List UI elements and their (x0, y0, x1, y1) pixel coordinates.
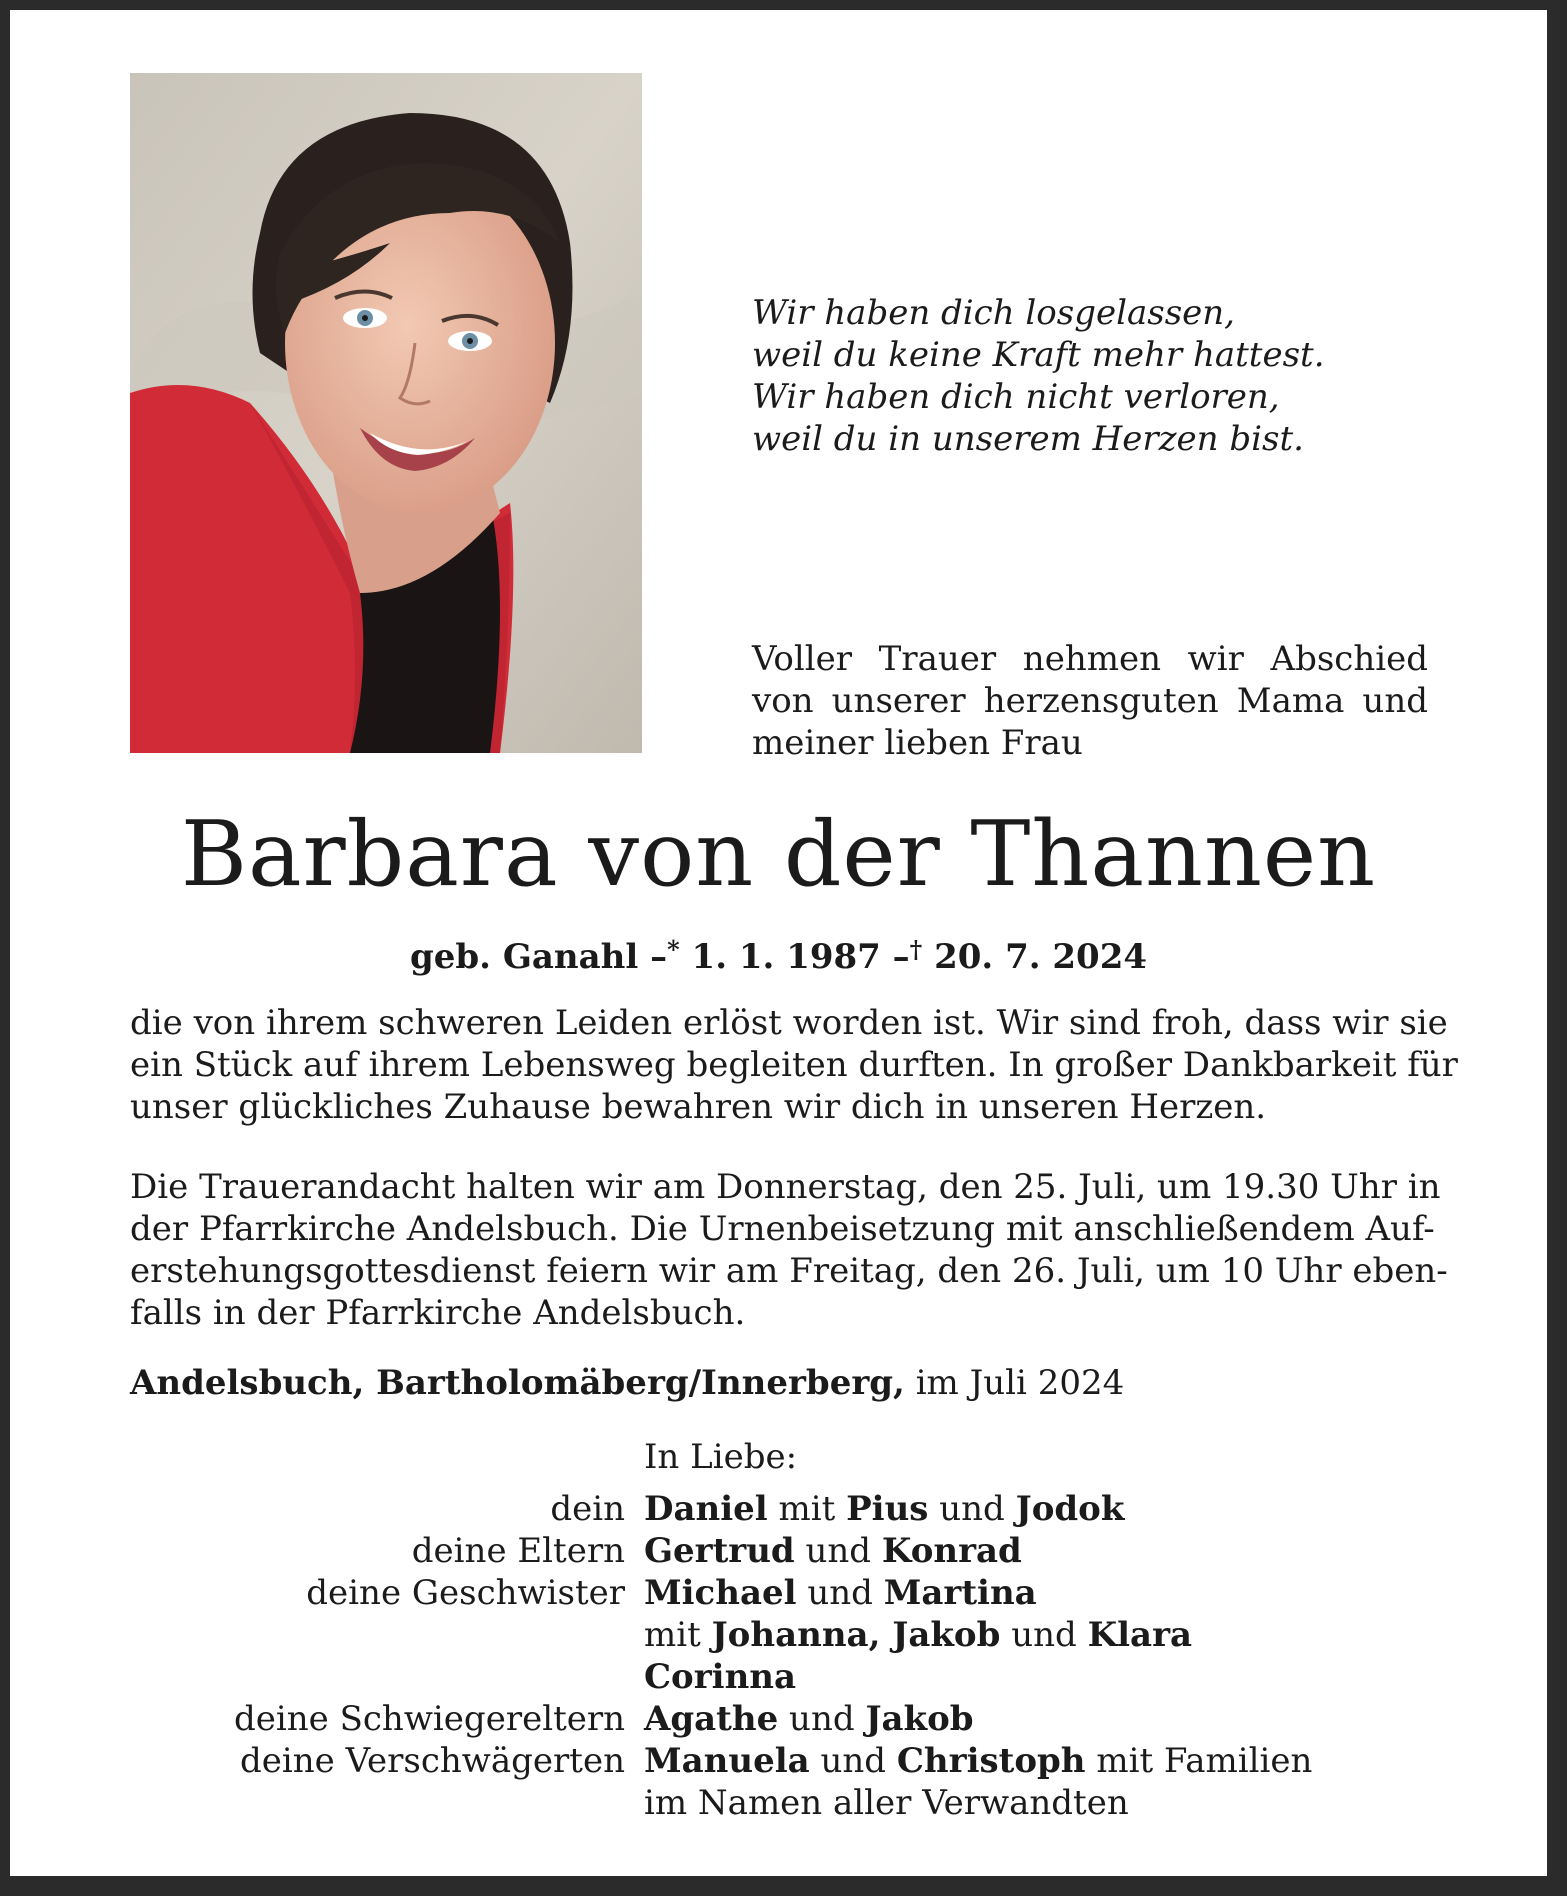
paragraph-gratitude (130, 1002, 1458, 1128)
mourner-row (130, 1572, 1312, 1614)
mourner-name: Pius (846, 1489, 929, 1529)
place-date: im Juli 2024 (915, 1363, 1125, 1403)
mourner-row (130, 1698, 1312, 1740)
connector-text: und (794, 1531, 882, 1571)
mourner-name: Konrad (881, 1531, 1022, 1571)
mourner-relation: deine Schwiegereltern (234, 1699, 625, 1739)
mourner-name: Daniel (644, 1489, 768, 1529)
mourner-names (644, 1740, 1312, 1782)
mourner-relation (130, 1656, 644, 1698)
poem-verse (752, 292, 1325, 460)
birth-death-line (10, 928, 1547, 979)
mourner-row (130, 1656, 1312, 1698)
birth-date: 1. 1. 1987 (691, 937, 881, 977)
in-liebe-label: In Liebe: (644, 1437, 798, 1477)
connector-text: und (796, 1573, 884, 1613)
mourner-row (130, 1740, 1312, 1782)
mourner-name: Michael (644, 1573, 797, 1613)
paragraph-line: unser glückliches Zuhause bewahren wir dich in unseren Herzen. (130, 1087, 1267, 1127)
poem-line: Wir haben dich nicht verloren, (752, 377, 1280, 417)
paragraph-service-details (130, 1166, 1448, 1334)
mourner-row (130, 1530, 1312, 1572)
connector-text: und (928, 1489, 1016, 1529)
connector-text: und (1000, 1615, 1088, 1655)
connector-text: mit (767, 1489, 847, 1529)
deceased-name: Barbara von der Thannen (180, 802, 1377, 907)
connector-text: und (809, 1741, 897, 1781)
mourner-relation (130, 1614, 644, 1656)
mourner-name: Christoph (896, 1741, 1086, 1781)
paragraph-line: falls in der Pfarrkirche Andelsbuch. (130, 1293, 746, 1333)
mourner-name: Agathe (644, 1699, 779, 1739)
obituary-page (10, 10, 1547, 1876)
mourner-name: Martina (883, 1573, 1037, 1613)
mourner-relation (130, 1782, 644, 1824)
mourner-name: Gertrud (644, 1531, 795, 1571)
intro-text: Voller Trauer nehmen wir Abschied von unserer herzensguten Mama und meiner lieben Frau (752, 639, 1428, 763)
mourner-names (644, 1488, 1124, 1530)
mourner-name: Jakob (865, 1699, 974, 1739)
mourner-names (644, 1614, 1192, 1656)
mourner-name: Johanna, Jakob (711, 1615, 1001, 1655)
mourner-row (130, 1782, 1312, 1824)
portrait-photo (130, 73, 642, 753)
mourner-names (644, 1572, 1037, 1614)
portrait-illustration (130, 73, 642, 753)
mourners-list (130, 1488, 1312, 1824)
poem-line: Wir haben dich losgelassen, (752, 293, 1235, 333)
mourner-relation: deine Geschwister (306, 1573, 625, 1613)
birth-symbol: * (667, 935, 680, 964)
place-date-line (130, 1362, 1124, 1404)
separator-dash: – (650, 937, 668, 977)
mourner-relation: deine Eltern (411, 1531, 625, 1571)
paragraph-line: die von ihrem schweren Leiden erlöst worden ist. Wir sind froh, dass wir sie (130, 1003, 1448, 1043)
mourner-name: Klara (1087, 1615, 1193, 1655)
poem-line: weil du keine Kraft mehr hattest. (752, 335, 1325, 375)
mourner-name: Corinna (644, 1657, 797, 1697)
paragraph-line: ein Stück auf ihrem Lebensweg begleiten durften. In großer Dankbarkeit für (130, 1045, 1458, 1085)
mourner-names (644, 1530, 1022, 1572)
locations: Andelsbuch, Bartholomäberg/Innerberg, (130, 1363, 905, 1403)
connector-text: und (778, 1699, 866, 1739)
maiden-name: geb. Ganahl (409, 937, 639, 977)
poem-line: weil du in unserem Herzen bist. (752, 419, 1304, 459)
mourner-name: Manuela (644, 1741, 810, 1781)
mourner-names (644, 1782, 1129, 1824)
death-date: 20. 7. 2024 (934, 937, 1148, 977)
mourner-names (644, 1698, 974, 1740)
mourner-names (644, 1656, 796, 1698)
mourner-row (130, 1614, 1312, 1656)
mourner-relation: deine Verschwägerten (240, 1741, 625, 1781)
separator-dash: – (892, 937, 910, 977)
paragraph-line: erstehungsgottesdienst feiern wir am Freitag, den 26. Juli, um 10 Uhr eben- (130, 1251, 1448, 1291)
mourner-row (130, 1488, 1312, 1530)
mourner-name: Jodok (1015, 1489, 1125, 1529)
mourner-relation: dein (550, 1489, 625, 1529)
connector-text: mit (644, 1615, 712, 1655)
paragraph-line: Die Trauerandacht halten wir am Donnerstag, den 25. Juli, um 19.30 Uhr in (130, 1167, 1441, 1207)
paragraph-line: der Pfarrkirche Andelsbuch. Die Urnenbeisetzung mit anschließendem Auf- (130, 1209, 1435, 1249)
connector-text: im Namen aller Verwandten (644, 1783, 1129, 1823)
connector-text: mit Familien (1085, 1741, 1313, 1781)
death-symbol: † (909, 935, 923, 964)
